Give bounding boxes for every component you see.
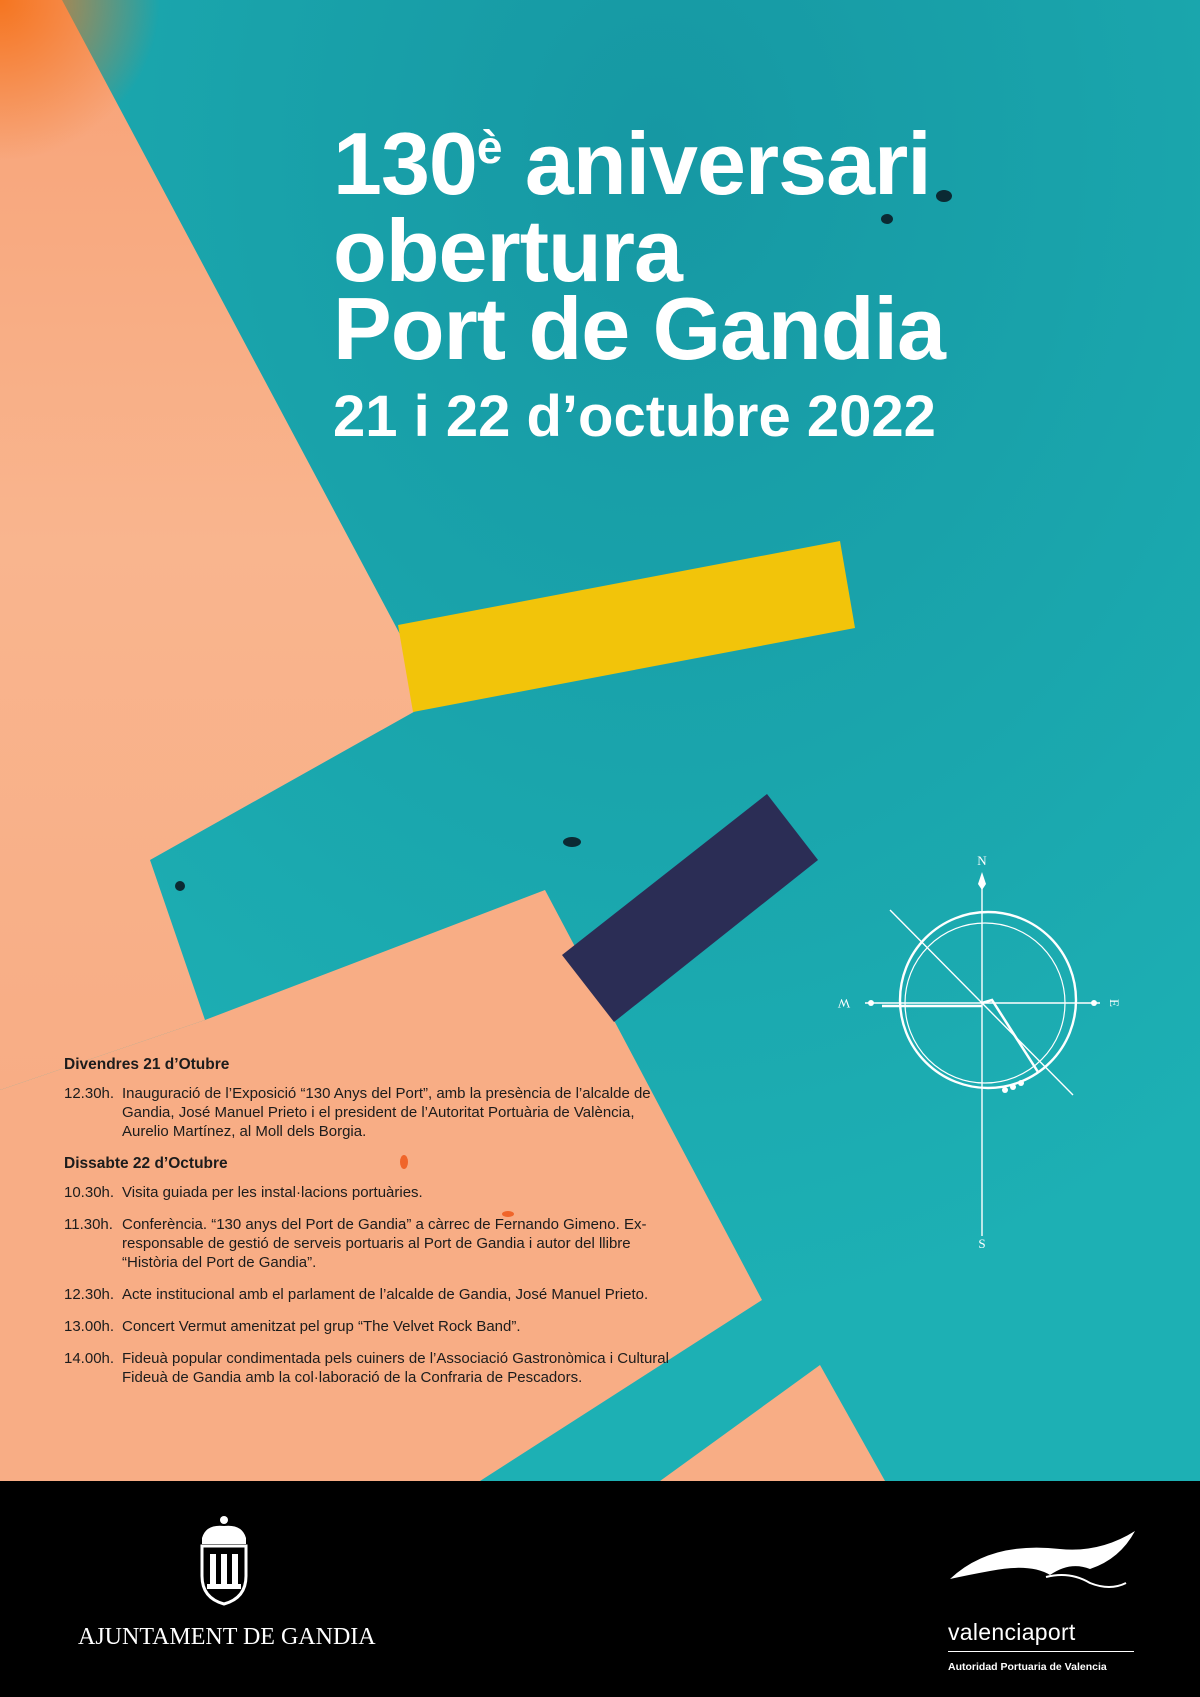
- dark-spot: [175, 881, 185, 891]
- title-line-1: [333, 114, 931, 213]
- valenciaport-subtitle: Autoridad Portuaria de Valencia: [948, 1661, 1107, 1673]
- dark-spot: [936, 190, 952, 202]
- event-description: Conferència. “130 anys del Port de Gandia” a càrrec de Fernando Gimeno. Ex-responsable de gestió de serveis portuaris al Port de Gandia i autor del llibre “Història del Port de Gandia”.: [122, 1216, 647, 1271]
- title-ordinal: è: [476, 121, 502, 173]
- event-time: 10.30h.: [64, 1184, 115, 1201]
- event-description: Fideuà popular condimentada pels cuiners de l’Associació Gastronòmica i Cultural Fideuà de Gandia amb la col·laboració de la Confraria de Pescadors.: [122, 1350, 669, 1386]
- program-event: [64, 1215, 684, 1272]
- event-description: Inauguració de l’Exposició “130 Anys del Port”, amb la presència de l’alcalde de Gandia, José Manuel Prieto i el president de l’Autoritat Portuària de València, Aurelio Martínez, al Moll dels Borgia.: [122, 1085, 651, 1140]
- day-heading: Dissabte 22 d’Octubre: [64, 1155, 228, 1172]
- event-time: 12.30h.: [64, 1085, 115, 1102]
- compass-rose: [820, 850, 1140, 1275]
- orange-glow: [0, 0, 160, 160]
- title-line-2: obertura: [333, 201, 682, 300]
- event-time: 11.30h.: [64, 1216, 113, 1233]
- title-line-3: Port de Gandia: [333, 279, 945, 378]
- ajuntament-logo: [78, 1514, 378, 1654]
- valenciaport-wave-icon: [950, 1531, 1140, 1601]
- event-time: 12.30h.: [64, 1286, 115, 1303]
- program-event: [64, 1317, 684, 1336]
- title-number: 130: [333, 114, 477, 213]
- event-description: Acte institucional amb el parlament de l’alcalde de Gandia, José Manuel Prieto.: [122, 1286, 649, 1303]
- event-description: Concert Vermut amenitzat pel grup “The Velvet Rock Band”.: [122, 1318, 521, 1335]
- valenciaport-divider: [948, 1651, 1134, 1652]
- day-heading: Divendres 21 d’Otubre: [64, 1056, 230, 1073]
- valenciaport-name: valenciaport: [948, 1619, 1076, 1645]
- event-time: 13.00h.: [64, 1318, 115, 1335]
- program: [64, 1055, 684, 1400]
- ajuntament-name: AJUNTAMENT DE GANDIA: [78, 1624, 376, 1650]
- program-event: [64, 1349, 684, 1387]
- compass-north-label: N: [977, 853, 987, 868]
- event-dates: 21 i 22 d’octubre 2022: [333, 384, 936, 449]
- compass-icon: [820, 850, 1140, 1270]
- dark-spot: [881, 214, 893, 224]
- dark-spot: [563, 837, 581, 847]
- program-event: [64, 1183, 684, 1202]
- event-time: 14.00h.: [64, 1350, 115, 1367]
- crest-icon: [196, 1514, 252, 1606]
- program-event: [64, 1285, 684, 1304]
- title-word: aniversari: [501, 114, 931, 213]
- compass-south-label: S: [978, 1236, 986, 1251]
- event-description: Visita guiada per les instal·lacions portuàries.: [122, 1184, 423, 1201]
- footer: [0, 1481, 1200, 1697]
- program-event: [64, 1084, 684, 1141]
- compass-west-label: W: [837, 996, 851, 1011]
- compass-east-label: E: [1107, 999, 1122, 1007]
- valenciaport-logo: [945, 1531, 1145, 1673]
